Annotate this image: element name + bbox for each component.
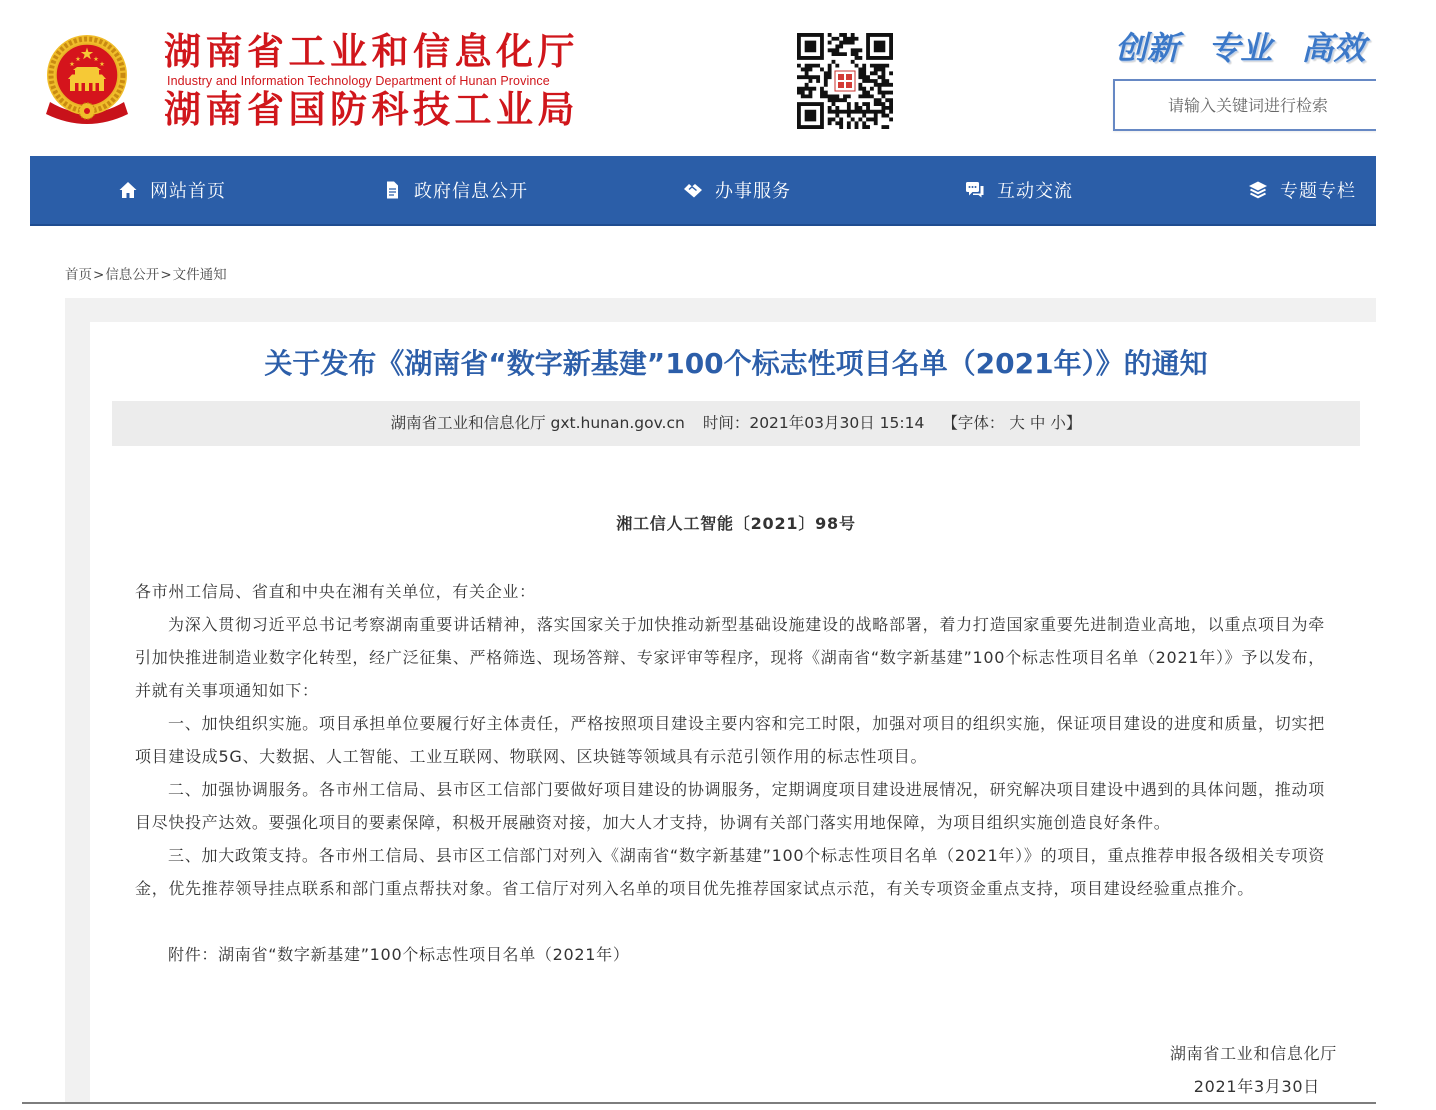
- article-body: [135, 575, 1337, 1103]
- chat-icon: [965, 180, 985, 200]
- signature-block: [135, 1037, 1337, 1103]
- attachment-link[interactable]: 附件：湖南省“数字新基建”100个标志性项目名单（2021年）: [168, 945, 630, 964]
- slogan-word: 专业: [1208, 29, 1273, 67]
- breadcrumb-notices-link[interactable]: 文件通知: [172, 267, 227, 283]
- nav-item-label: 互动交流: [997, 181, 1073, 202]
- paragraph: 二、加强协调服务。各市州工信局、县市区工信部门要做好项目建设的协调服务，定期调度项目建设进展情况，研究解决项目建设中遇到的具体问题，推动项目尽快投产达效。要强化项目的要素保障，积极开展融资对接，加大人才支持，协调有关部门落实用地保障，为项目组织实施创造良好条件。: [135, 780, 1325, 832]
- paragraph: 一、加快组织实施。项目承担单位要履行好主体责任，严格按照项目建设主要内容和完工时限，加强对项目的组织实施，保证项目建设的进度和质量，切实把项目建设成5G、大数据、人工智能、工业互联网、物联网、区块链等领域具有示范引领作用的标志性项目。: [135, 714, 1325, 766]
- publish-time-label: 时间：: [702, 414, 750, 432]
- signature-org: 湖南省工业和信息化厅: [1169, 1044, 1337, 1063]
- nav-item-home[interactable]: [118, 156, 226, 224]
- breadcrumb-home-link[interactable]: 首页: [65, 267, 92, 283]
- search-box: [1113, 79, 1376, 131]
- nav-item-services[interactable]: [683, 156, 791, 224]
- article-source: 湖南省工业和信息化厅 gxt.hunan.gov.cn: [390, 414, 685, 432]
- article-panel: [90, 322, 1376, 1102]
- article-title: 关于发布《湖南省“数字新基建”100个标志性项目名单（2021年）》的通知: [264, 347, 1208, 380]
- layers-icon: [1248, 180, 1268, 200]
- paragraph: 为深入贯彻习近平总书记考察湖南重要讲话精神，落实国家关于加快推动新型基础设施建设的战略部署，着力打造国家重要先进制造业高地，以重点项目为牵引加快推进制造业数字化转型，经广泛征集、严格筛选、现场答辩、专家评审等程序，现将《湖南省“数字新基建”100个标志性项目名单（2021年）》予以发布，并就有关事项通知如下：: [135, 615, 1325, 700]
- document-icon: [382, 180, 402, 200]
- font-size-label-close: 】: [1065, 414, 1082, 432]
- main-nav: [30, 156, 1376, 226]
- publish-time: 2021年03月30日 15:14: [749, 414, 925, 432]
- site-title-primary: 湖南省工业和信息化厅: [164, 30, 579, 73]
- nav-item-label: 网站首页: [150, 181, 226, 202]
- signature-date: 2021年3月30日: [1193, 1077, 1320, 1096]
- nav-item-special-topics[interactable]: [1248, 156, 1356, 224]
- handshake-icon: [683, 180, 703, 200]
- national-emblem-icon: [44, 34, 130, 126]
- nav-item-label: 专题专栏: [1280, 181, 1356, 202]
- font-size-label: 【字体：: [942, 414, 1005, 432]
- breadcrumb-separator: >: [160, 267, 172, 283]
- breadcrumb-separator: >: [93, 267, 105, 283]
- search-input[interactable]: [1115, 81, 1376, 129]
- qr-code-icon: [797, 33, 893, 129]
- nav-item-interaction[interactable]: [965, 156, 1073, 224]
- site-title-secondary: 湖南省国防科技工业局: [164, 88, 579, 131]
- nav-item-label: 办事服务: [715, 181, 791, 202]
- document-number: 湘工信人工智能〔2021〕98号: [616, 514, 856, 533]
- font-size-medium-link[interactable]: 中: [1029, 414, 1046, 432]
- slogan-word: 创新: [1115, 29, 1180, 67]
- site-title-english: Industry and Information Technology Department of Hunan Province: [167, 74, 550, 88]
- nav-item-government-info[interactable]: [382, 156, 528, 224]
- home-icon: [118, 180, 138, 200]
- breadcrumb: [65, 265, 227, 285]
- site-slogan: [1115, 28, 1376, 68]
- font-size-large-link[interactable]: 大: [1009, 414, 1025, 432]
- paragraph: 三、加大政策支持。各市州工信局、县市区工信部门对列入《湖南省“数字新基建”100个标志性项目名单（2021年）》的项目，重点推荐申报各级相关专项资金，优先推荐领导挂点联系和部门重点帮扶对象。省工信厅对列入名单的项目优先推荐国家试点示范，有关专项资金重点支持，项目建设经验重点推介。: [135, 846, 1325, 898]
- page-bottom-divider: [22, 1102, 1376, 1104]
- slogan-word: 高效: [1301, 29, 1366, 67]
- font-size-small-link[interactable]: 小: [1050, 414, 1066, 432]
- breadcrumb-info-public-link[interactable]: 信息公开: [105, 267, 160, 283]
- salutation: 各市州工信局、省直和中央在湘有关单位，有关企业：: [135, 582, 536, 601]
- nav-item-label: 政府信息公开: [414, 181, 528, 202]
- article-meta-bar: [112, 401, 1360, 446]
